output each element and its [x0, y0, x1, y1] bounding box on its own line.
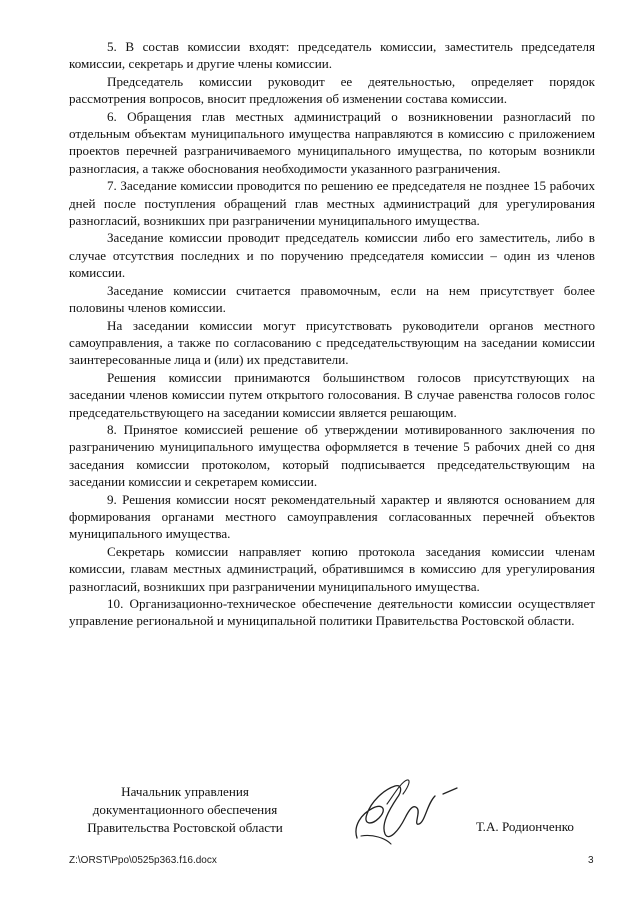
paragraph-attendees: На заседании комиссии могут присутствовать руководители органов местного самоуправления, а также по согласованию с председательствующим на заседании комиссии заинтересованные лица и (или) их представители.: [69, 317, 595, 368]
paragraph-9: 9. Решения комиссии носят рекомендательный характер и являются основанием для формирования органами местного самоуправления согласованных перечней объектов муниципального имущества.: [69, 491, 595, 542]
paragraph-7: 7. Заседание комиссии проводится по решению ее председателя не позднее 15 рабочих дней после поступления обращений глав местных администраций для урегулирования разногласий, возникших при разграничении муниципального имущества.: [69, 178, 595, 229]
signatory-title-line-3: Правительства Ростовской области: [87, 820, 283, 835]
paragraph-6: 6. Обращения глав местных администраций о возникновении разногласий по отдельным объектам муниципального имущества направляются в комиссию с приложением проектов перечней разграничиваемого муниципального имущества, по которым возникли разногласия, а также обоснования необходимости указанного разграничения.: [69, 108, 595, 176]
signatory-title: [69, 783, 301, 837]
page-number: 3: [588, 855, 594, 866]
paragraph-secretary: Секретарь комиссии направляет копию протокола заседания комиссии членам комиссии, главам местных администраций, обратившимся в комиссию для урегулирования разногласий, возникших при разграничении муниципального имущества.: [69, 543, 595, 594]
file-path-footer: Z:\ORST\Ppo\0525p363.f16.docx: [69, 855, 217, 866]
paragraph-10: 10. Организационно-техническое обеспечение деятельности комиссии осуществляет управление региональной и муниципальной политики Правительства Ростовской области.: [69, 596, 595, 629]
document-body: [69, 38, 595, 630]
paragraph-meeting-chair: Заседание комиссии проводит председатель комиссии либо его заместитель, либо в случае отсутствия последних и по поручению председателя комиссии – один из членов комиссии.: [69, 230, 595, 281]
paragraph-quorum: Заседание комиссии считается правомочным, если на нем присутствует более половины членов комиссии.: [69, 282, 595, 316]
signatory-name: Т.А. Родионченко: [476, 819, 574, 834]
handwritten-signature: [343, 774, 461, 850]
signatory-title-line-1: Начальник управления: [121, 784, 249, 799]
paragraph-8: 8. Принятое комиссией решение об утверждении мотивированного заключения по разграничению муниципального имущества оформляется в течение 5 рабочих дней со дня заседания комиссии протоколом, который подписывается председательствующим на заседании комиссии и секретарем комиссии.: [69, 421, 595, 490]
paragraph-voting: Решения комиссии принимаются большинством голосов присутствующих на заседании членов комиссии путем открытого голосования. В случае равенства голосов голос председательствующего на заседании комиссии является решающим.: [69, 369, 595, 420]
paragraph-chairman-role: Председатель комиссии руководит ее деятельностью, определяет порядок рассмотрения вопросов, вносит предложения об изменении состава комиссии.: [69, 73, 595, 107]
paragraph-5: 5. В состав комиссии входят: председатель комиссии, заместитель председателя комиссии, секретарь и другие члены комиссии.: [69, 39, 595, 72]
signatory-title-line-2: документационного обеспечения: [92, 802, 278, 817]
